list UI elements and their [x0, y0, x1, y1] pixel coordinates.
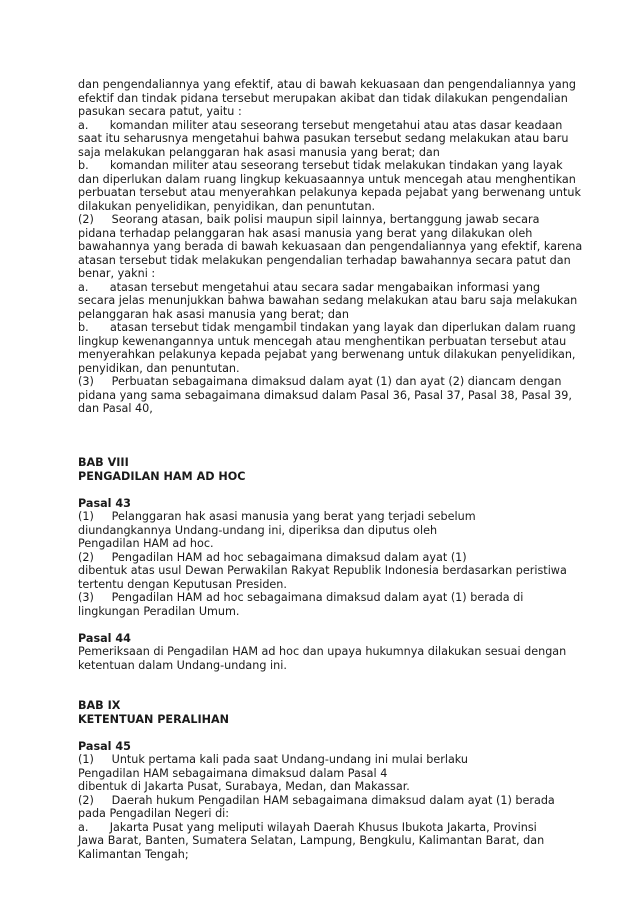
chapter-title: BAB IX: [78, 699, 121, 712]
text-line: (2) Daerah hukum Pengadilan HAM sebagaimana dimaksud dalam ayat (1) berada: [78, 793, 555, 807]
text-line: menyerahkan pelakunya kepada pejabat yang berwenang untuk dilakukan penyelidikan,: [78, 348, 576, 361]
text-line: (3) Pengadilan HAM ad hoc sebagaimana dimaksud dalam ayat (1) berada di: [78, 591, 524, 604]
text-line: dan pengendaliannya yang efektif, atau di bawah kekuasaan dan pengendaliannya yang: [78, 78, 576, 91]
document-page: [78, 78, 583, 861]
text-line: a. atasan tersebut mengetahui atau secara sadar mengabaikan informasi yang: [78, 280, 541, 294]
text-line: dibentuk atas usul Dewan Perwakilan Rakyat Republik Indonesia berdasarkan peristiwa: [78, 564, 567, 577]
chapter-subtitle: KETENTUAN PERALIHAN: [78, 712, 230, 726]
text-line: efektif dan tindak pidana tersebut merupakan akibat dan tidak dilakukan pengendalian: [78, 91, 568, 105]
text-line: Pengadilan HAM ad hoc.: [78, 537, 214, 550]
text-line: ketentuan dalam Undang-undang ini.: [78, 658, 287, 672]
text-line: pidana terhadap pelanggaran hak asasi manusia yang berat yang dilakukan oleh: [78, 226, 533, 240]
chapter-subtitle: PENGADILAN HAM AD HOC: [78, 469, 246, 483]
text-line: saja melakukan pelanggaran hak asasi manusia yang berat; dan: [78, 145, 440, 159]
intro-text: [78, 78, 583, 416]
chapter-title: BAB VIII: [78, 456, 129, 469]
text-line: bawahannya yang berada di bawah kekuasaan dan pengendaliannya yang efektif, karena: [78, 240, 583, 253]
text-line: b. komandan militer atau seseorang tersebut tidak melakukan tindakan yang layak: [78, 159, 563, 172]
text-line: penyidikan, dan penuntutan.: [78, 361, 240, 375]
text-line: (3) Perbuatan sebagaimana dimaksud dalam ayat (1) dan ayat (2) diancam dengan: [78, 375, 562, 388]
text-line: (2) Seorang atasan, baik polisi maupun sipil lainnya, bertanggung jawab secara: [78, 213, 540, 226]
text-line: atasan tersebut tidak melakukan pengendalian terhadap bawahannya secara patut dan: [78, 253, 571, 267]
article-body: [78, 510, 567, 618]
text-line: tertentu dengan Keputusan Presiden.: [78, 577, 287, 591]
article-heading: Pasal 44: [78, 631, 131, 645]
text-line: perbuatan tersebut atau menyerahkan pelakunya kepada pejabat yang berwenang untuk: [78, 186, 581, 199]
text-line: dilakukan penyelidikan, penyidikan, dan penuntutan.: [78, 199, 376, 213]
text-line: dan Pasal 40,: [78, 402, 153, 415]
text-line: b. atasan tersebut tidak mengambil tindakan yang layak dan diperlukan dalam ruang: [78, 321, 576, 334]
text-line: Pengadilan HAM sebagaimana dimaksud dalam Pasal 4: [78, 766, 388, 780]
text-line: pelanggaran hak asasi manusia yang berat; dan: [78, 307, 349, 321]
text-line: benar, yakni :: [78, 267, 156, 280]
text-line: pidana yang sama sebagaimana dimaksud dalam Pasal 36, Pasal 37, Pasal 38, Pasal 39,: [78, 388, 572, 402]
text-line: Kalimantan Tengah;: [78, 847, 189, 861]
text-line: a. Jakarta Pusat yang meliputi wilayah Daerah Khusus Ibukota Jakarta, Provinsi: [78, 820, 537, 834]
text-line: (1) Untuk pertama kali pada saat Undang-undang ini mulai berlaku: [78, 753, 469, 766]
text-line: pasukan secara patut, yaitu :: [78, 105, 242, 118]
text-line: dibentuk di Jakarta Pusat, Surabaya, Medan, dan Makassar.: [78, 780, 410, 793]
text-line: secara jelas menunjukkan bahwa bawahan sedang melakukan atau baru saja melakukan: [78, 294, 578, 307]
text-line: Pemeriksaan di Pengadilan HAM ad hoc dan upaya hukumnya dilakukan sesuai dengan: [78, 645, 567, 658]
text-line: dan diperlukan dalam ruang lingkup kekuasaannya untuk mencegah atau menghentikan: [78, 172, 576, 186]
text-line: saat itu seharusnya mengetahui bahwa pasukan tersebut sedang melakukan atau baru: [78, 132, 569, 145]
text-line: Jawa Barat, Banten, Sumatera Selatan, Lampung, Bengkulu, Kalimantan Barat, dan: [78, 834, 545, 847]
text-line: pada Pengadilan Negeri di:: [78, 807, 230, 820]
text-line: lingkup kewenangannya untuk mencegah atau menghentikan perbuatan tersebut atau: [78, 334, 567, 348]
article-body: [78, 753, 562, 861]
article-heading: Pasal 45: [78, 739, 131, 753]
article-body: [78, 645, 567, 672]
text-line: lingkungan Peradilan Umum.: [78, 604, 240, 618]
article-heading: Pasal 43: [78, 496, 131, 510]
text-line: (2) Pengadilan HAM ad hoc sebagaimana dimaksud dalam ayat (1): [78, 550, 467, 564]
text-line: a. komandan militer atau seseorang tersebut mengetahui atau atas dasar keadaan: [78, 118, 563, 132]
text-line: (1) Pelanggaran hak asasi manusia yang berat yang terjadi sebelum: [78, 510, 476, 523]
text-line: diundangkannya Undang-undang ini, diperiksa dan diputus oleh: [78, 523, 438, 537]
